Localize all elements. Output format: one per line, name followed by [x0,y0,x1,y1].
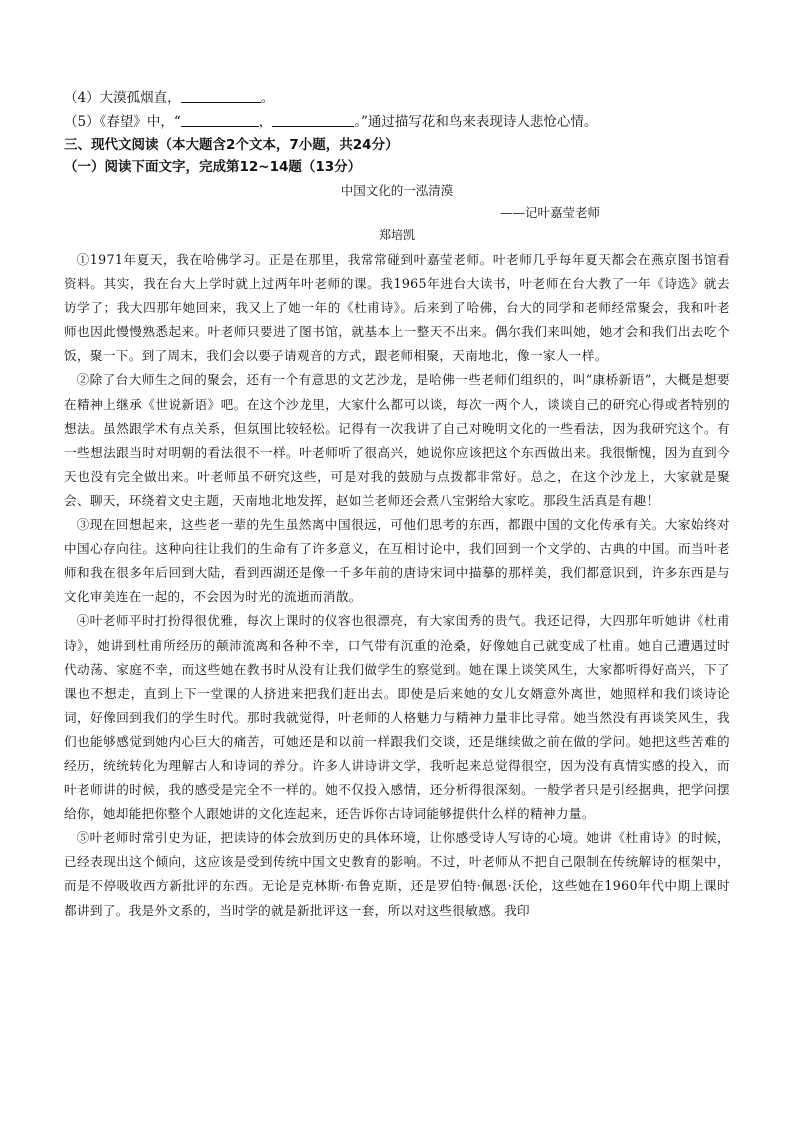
section-heading: 三、现代文阅读（本大题含2个文本，7小题，共24分） [64,137,399,153]
paragraph-3: ③现在回想起来，这些老一辈的先生虽然离中国很远，可他们思考的东西，都跟中国的文化传承有关。大家始终对中国心存向往。这种向往让我们的生命有了许多意义，在互相讨论中，我们回到一个文学的、古典的中国。而当叶老师和我在很多年后回到大陆，看到西湖还是像一千多年前的唐诗宋词中描摹的那样美，我们都意识到，许多东西是与文化审美连在一起的，不会因为时光的流逝而消散。 [64,517,730,605]
article-subtitle: ——记叶嘉莹老师 [499,205,600,220]
article-author: 郑培凯 [378,228,415,242]
answer-blank[interactable] [181,88,261,103]
article-title: 中国文化的一泓清漠 [340,183,454,198]
section-subheading: （一）阅读下面文字，完成第12~14题（13分） [64,159,362,175]
paragraph-5: ⑤叶老师时常引史为证，把读诗的体会放到历史的具体环境，让你感受诗人写诗的心境。她讲《杜甫诗》的时候，已经表现出这个倾向，这应该是受到传统中国文史教育的影响。不过，叶老师从不把自己限制在传统解诗的框架中，而是不停吸收西方新批评的东西。无论是克林斯·布鲁克斯，还是罗伯特·佩恩·沃伦，这些她在1960年代中期上课时都讲到了。我是外文系的，当时学的就是新批评这一套，所以对这些很敏感。我印 [64,830,730,918]
paragraph-1: ①1971年夏天，我在哈佛学习。正是在那里，我常常碰到叶嘉莹老师。叶老师几乎每年夏天都会在燕京图书馆看资料。其实，我在台大上学时就上过两年叶老师的课。我1965年进台大读书，叶老师在台大教了一年《诗选》就去访学了；我大四那年她回来，我又上了她一年的《杜甫诗》。后来到了哈佛，台大的同学和老师经常聚会，我和叶老师也因此慢慢熟悉起来。叶老师只要进了图书馆，就基本上一整天不出来。偶尔我们来叫她，她才会和我们出去吃个饭，聚一下。到了周末，我们会以要子请观音的方式，跟老师相聚，天南地北，像一家人一样。 [64,252,730,364]
question-4: （4）大漠孤烟直， 。 [64,90,275,106]
paragraph-2: ②除了台大师生之间的聚会，还有一个有意思的文艺沙龙，是哈佛一些老师们组织的，叫“康桥新语”，大概是想要在精神上继承《世说新语》吧。在这个沙龙里，大家什么都可以谈，每次一两个人，谈谈自己的研究心得或者特别的想法。虽然跟学术有点关系，但氛围比较轻松。记得有一次我讲了自己对晚明文化的一些看法，因为我研究这个。有一些想法跟当时对明朝的看法很不一样。叶老师听了很高兴，她说你应该把这个东西做出来。我很惭愧，因为直到今天也没有完全做出来。叶老师虽不研究这些，可是对我的鼓励与点拨都非常好。总之，在这个沙龙上，大家就是聚会、聊天，环绕着文史主题，天南地北地发挥，赵如兰老师还会煮八宝粥给大家吃。那段生活真是有趣！ [64,372,730,508]
answer-blank[interactable] [272,112,354,127]
exam-page [64,86,730,923]
answer-blank[interactable] [181,112,259,127]
paragraph-4: ④叶老师平时打扮得很优雅，每次上课时的仪容也很漂亮，有大家闺秀的贵气。我还记得，大四那年听她讲《杜甫诗》，她讲到杜甫所经历的颠沛流离和各种不幸，口气带有沉重的沧桑，好像她自己就变成了杜甫。她自己遭遇过时代动荡、家庭不幸，而这些她在教书时从没有让我们做学生的察觉到。她在课上谈笑风生，大家都听得好高兴，下了课也不想走，直到上下一堂课的人挤进来把我们赶出去。即使是后来她的女儿女婿意外离世，她照样和我们谈诗论词，好像回到我们的学生时代。那时我就觉得，叶老师的人格魅力与精神力量非比寻常。她当然没有再谈笑风生，我们也能够感觉到她内心巨大的痛苦，可她还是和以前一样跟我们交谈，还是继续做之前在做的学问。她把这些苦难的经历，统统转化为理解古人和诗词的养分。许多人讲诗讲文学，我听起来总觉得很空，因为没有真情实感的投入，而叶老师讲的时候，我的感受是完全不一样的。她不仅投入感情，还分析得很深刻。一般学者只是引经据典，把学问摆给你，她却能把你整个人跟她讲的文化连起来，还告诉你古诗词能够提供什么样的精神力量。 [64,613,730,822]
question-5: （5）《春望》中，“ ， 。”通过描写花和鸟来表现诗人悲怆心情。 [64,114,598,130]
